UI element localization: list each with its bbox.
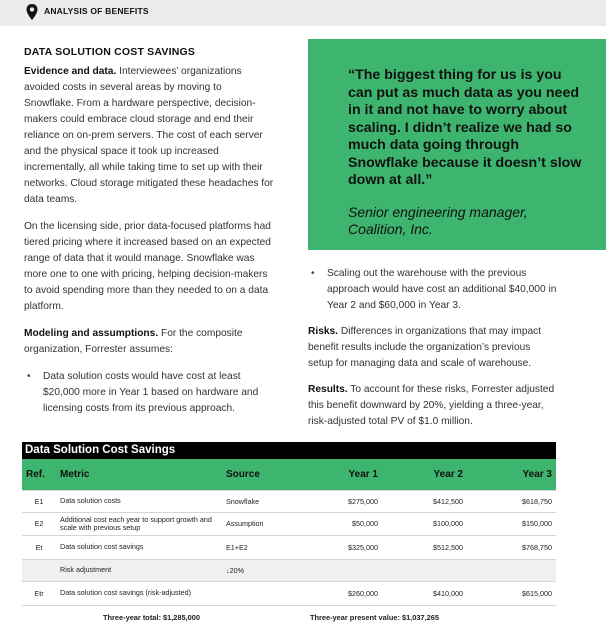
three-year-present-value: Three-year present value: $1,037,265: [309, 613, 439, 622]
section-header-bar: [0, 0, 606, 26]
header-year-1: Year 1: [348, 468, 378, 480]
risks-lead: Risks.: [308, 326, 339, 337]
modeling-paragraph: [24, 326, 274, 358]
cell-year-2: $410,000: [382, 581, 467, 605]
section-title: ANALYSIS OF BENEFITS: [44, 6, 149, 16]
risks-paragraph: [308, 324, 558, 372]
evidence-body: Interviewees’ organizations avoided costs in several areas by moving to Snowflake. From a hardware perspective, decision-makers could embrace cloud storage and end their reliance on on-prem servers. The cost of each server and the physical space it took up increased incrementally, all while taking time to set up with their networks. Cloud storage mitigated these headaches for data teams.: [24, 66, 274, 205]
table-row: [22, 512, 556, 535]
evidence-paragraph: [24, 64, 274, 208]
header-ref: Ref.: [26, 468, 45, 480]
cell-metric: Risk adjustment: [56, 559, 222, 581]
location-pin-icon: [25, 3, 39, 21]
assumption-bullet-1: • Data solution costs would have cost at least $20,000 more in Year 1 based on hardware and licensing costs from its previous approach.: [24, 369, 274, 417]
table-title: Data Solution Cost Savings: [22, 442, 556, 459]
header-metric: Metric: [60, 468, 90, 480]
results-paragraph: [308, 382, 558, 430]
cell-year-3: [467, 559, 556, 581]
cell-year-2: $512,500: [382, 535, 467, 559]
cell-year-3: $615,000: [467, 581, 556, 605]
section-heading: DATA SOLUTION COST SAVINGS: [24, 46, 196, 58]
cell-year-1: $325,000: [297, 535, 382, 559]
cell-year-1: $260,000: [297, 581, 382, 605]
left-column: [24, 44, 274, 428]
cell-year-2: $412,500: [382, 490, 467, 512]
table-header-row: [22, 459, 556, 490]
assumption-bullet-2: • Scaling out the warehouse with the previous approach would have cost an additional $40,000 in Year 2 and $60,000 in Year 3.: [308, 266, 558, 314]
cell-year-2: $100,000: [382, 512, 467, 535]
cell-source: Assumption: [222, 512, 297, 535]
cell-metric: Additional cost each year to support growth and scale with previous setup: [56, 512, 222, 535]
cell-year-3: $768,750: [467, 535, 556, 559]
cell-year-1: [297, 559, 382, 581]
modeling-body: For the composite organization, Forrester assumes:: [24, 328, 243, 355]
cell-source: ↓20%: [222, 559, 297, 581]
table-row: [22, 581, 556, 605]
quote-attribution: Senior engineering manager, Coalition, Inc.: [348, 203, 528, 237]
cell-ref: E1: [22, 490, 56, 512]
cell-year-1: $275,000: [297, 490, 382, 512]
cell-metric: Data solution costs: [56, 490, 222, 512]
cell-year-1: $50,000: [297, 512, 382, 535]
header-year-3: Year 3: [522, 468, 552, 480]
cost-savings-table: [22, 442, 556, 630]
cell-ref: Etr: [22, 581, 56, 605]
cell-year-3: $618,750: [467, 490, 556, 512]
licensing-paragraph: On the licensing side, prior data-focused platforms had tiered pricing where it increased based on an expected range of data that it would manage. Snowflake was more one to one with pricing, helping decision-makers to avoid spending more than they needed to on a data platform.: [24, 221, 271, 312]
cell-ref: [22, 559, 56, 581]
totals-row: [22, 606, 556, 630]
evidence-lead: Evidence and data.: [24, 66, 117, 77]
right-column: [308, 266, 558, 440]
risks-body: Differences in organizations that may impact benefit results include the organization’s previous setup for managing data and scale of warehouse.: [308, 326, 542, 369]
header-source: Source: [226, 468, 260, 480]
cell-source: [222, 581, 297, 605]
table-row: [22, 490, 556, 512]
cell-metric: Data solution cost savings (risk-adjusted): [56, 581, 222, 605]
results-lead: Results.: [308, 384, 348, 395]
table-row: [22, 559, 556, 581]
quote-callout: [308, 39, 606, 250]
header-year-2: Year 2: [433, 468, 463, 480]
quote-text: “The biggest thing for us is you can put as much data as you need in it and not have to worry about scaling. I didn’t realize we had so much data going through Snowflake because it doesn’t slow down at all.”: [348, 67, 582, 188]
three-year-total: Three-year total: $1,285,000: [103, 613, 200, 622]
cell-year-2: [382, 559, 467, 581]
cell-ref: E2: [22, 512, 56, 535]
cell-year-3: $150,000: [467, 512, 556, 535]
cell-ref: Et: [22, 535, 56, 559]
cell-metric: Data solution cost savings: [56, 535, 222, 559]
data-table: [22, 459, 556, 606]
results-body: To account for these risks, Forrester adjusted this benefit downward by 20%, yielding a three-year, risk-adjusted total PV of $1.0 million.: [308, 384, 555, 427]
table-row: [22, 535, 556, 559]
cell-source: E1+E2: [222, 535, 297, 559]
modeling-lead: Modeling and assumptions.: [24, 328, 159, 339]
cell-source: Snowflake: [222, 490, 297, 512]
